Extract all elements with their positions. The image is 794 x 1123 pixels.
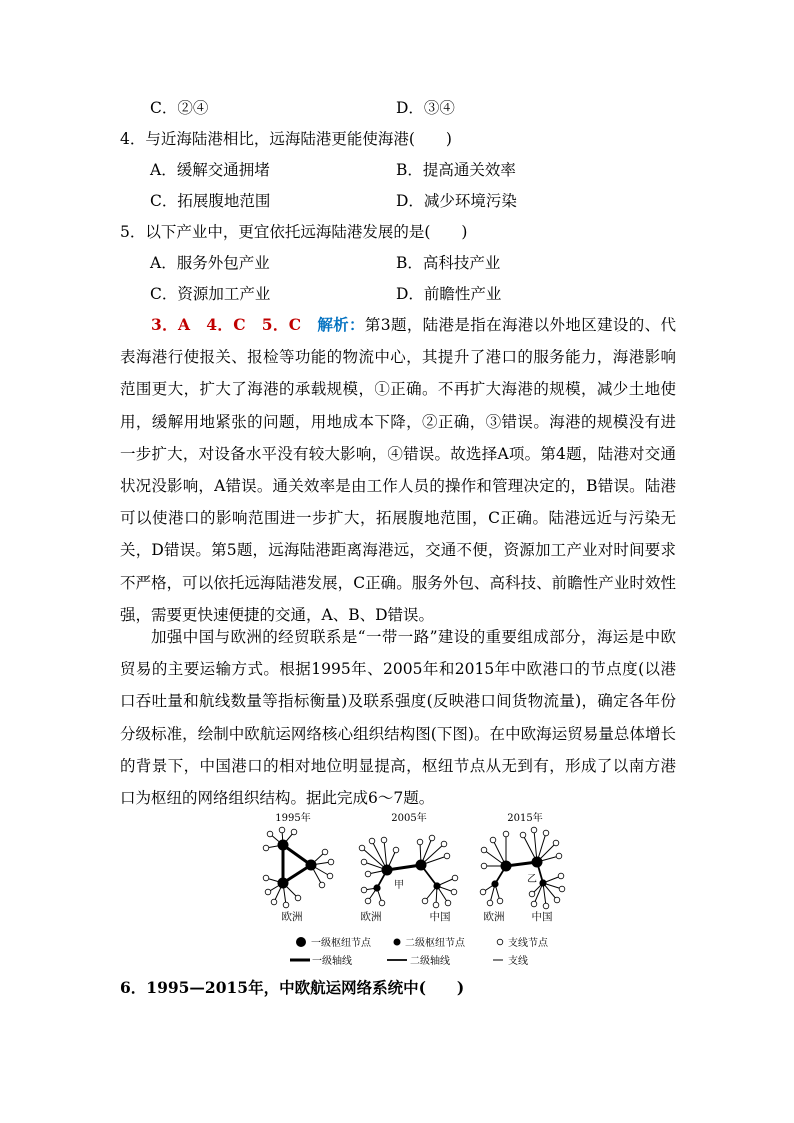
legend-branch-node-label: 支线节点 — [508, 938, 548, 949]
europe-label-2005: 欧洲 — [360, 911, 382, 923]
q5-option-b: B．高科技产业 — [396, 254, 501, 272]
legend-second-axis-label: 二级轴线 — [410, 956, 450, 967]
network-1995 — [266, 830, 331, 905]
q4-option-d: D．减少环境污染 — [396, 192, 517, 210]
legend-second-node-label: 二级枢纽节点 — [405, 938, 465, 949]
q6-stem: 6．1995—2015年，中欧航运网络系统中( ) — [120, 978, 465, 997]
legend-first-node-symbol — [296, 937, 306, 947]
q3-option-c: C．②④ — [150, 99, 209, 117]
legend-second-node-symbol — [394, 939, 401, 946]
branch-nodes-2015 — [480, 827, 565, 909]
answer-key: 3．A 4．C 5．C — [151, 315, 318, 334]
q4-option-a: A．缓解交通拥堵 — [150, 161, 270, 179]
yi-label: 乙 — [527, 874, 537, 885]
china-label-2015: 中国 — [531, 911, 553, 923]
q5-option-c: C．资源加工产业 — [150, 285, 271, 303]
q5-stem: 5．以下产业中，更宜依托远海陆港发展的是( ) — [120, 223, 468, 241]
legend-first-axis-label: 一级轴线 — [312, 956, 352, 967]
q4-option-c: C．拓展腹地范围 — [150, 192, 271, 210]
legend-first-node-label: 一级枢纽节点 — [311, 938, 371, 949]
legend-branch-line-label: 支线 — [508, 956, 528, 967]
china-label-2005: 中国 — [429, 911, 451, 923]
legend-branch-node-symbol — [497, 939, 503, 945]
q5-option-d: D．前瞻性产业 — [396, 285, 502, 303]
material-paragraph: 加强中国与欧洲的经贸联系是“一带一路”建设的重要组成部分，海运是中欧贸易的主要运输方式。根据1995年、2005年和2015年中欧港口的节点度(以港口吞吐量和航线数量等指标衡量)及联系强度(反映港口间货物流量)，确定各年份分级标准，绘制中欧航运网络核心组织结构图(下图)。在中欧海运贸易量总体增长的背景下，中国港口的相对地位明显提高，枢纽节点从无到有，形成了以南方港口为枢纽的网络组织结构。据此完成6～7题。 — [120, 628, 676, 808]
year-1995-label: 1995年 — [275, 813, 311, 824]
jia-label: 甲 — [394, 880, 404, 891]
explanation-label: 解析： — [317, 315, 365, 334]
q3-option-d: D．③④ — [396, 99, 455, 117]
q5-option-a: A．服务外包产业 — [150, 254, 270, 272]
q4-stem: 4．与近海陆港相比，远海陆港更能使海港( ) — [120, 130, 452, 148]
network-2005 — [362, 838, 455, 905]
year-2005-label: 2005年 — [391, 813, 427, 824]
network-structure-figure — [0, 808, 794, 978]
q4-option-b: B．提高通关效率 — [396, 161, 516, 179]
branch-nodes-1995 — [263, 827, 334, 908]
answer-explanation — [120, 309, 676, 631]
year-2015-label: 2015年 — [507, 813, 543, 824]
branch-nodes-2005 — [359, 835, 458, 908]
europe-label-2015: 欧洲 — [483, 911, 505, 923]
explanation-text: 第3题，陆港是指在海港以外地区建设的、代表海港行使报关、报检等功能的物流中心，其提升了港口的服务能力，海港影响范围更大，扩大了海港的承载规模，①正确。不再扩大海港的规模，减少土地使用，缓解用地紧张的问题，用地成本下降，②正确，③错误。海港的规模没有进一步扩大，对设备水平没有较大影响，④错误。故选择A项。第4题，陆港对交通状况没影响，A错误。通关效率是由工作人员的操作和管理决定的，B错误。陆港可以使港口的影响范围进一步扩大，拓展腹地范围，C正确。陆港远近与污染无关，D错误。第5题，远海陆港距离海港远，交通不便，资源加工产业对时间要求不严格，可以依托远海陆港发展，C正确。服务外包、高科技、前瞻性产业时效性强，需要更快速便捷的交通，A、B、D错误。 — [120, 316, 676, 624]
europe-label-1995: 欧洲 — [281, 911, 303, 923]
